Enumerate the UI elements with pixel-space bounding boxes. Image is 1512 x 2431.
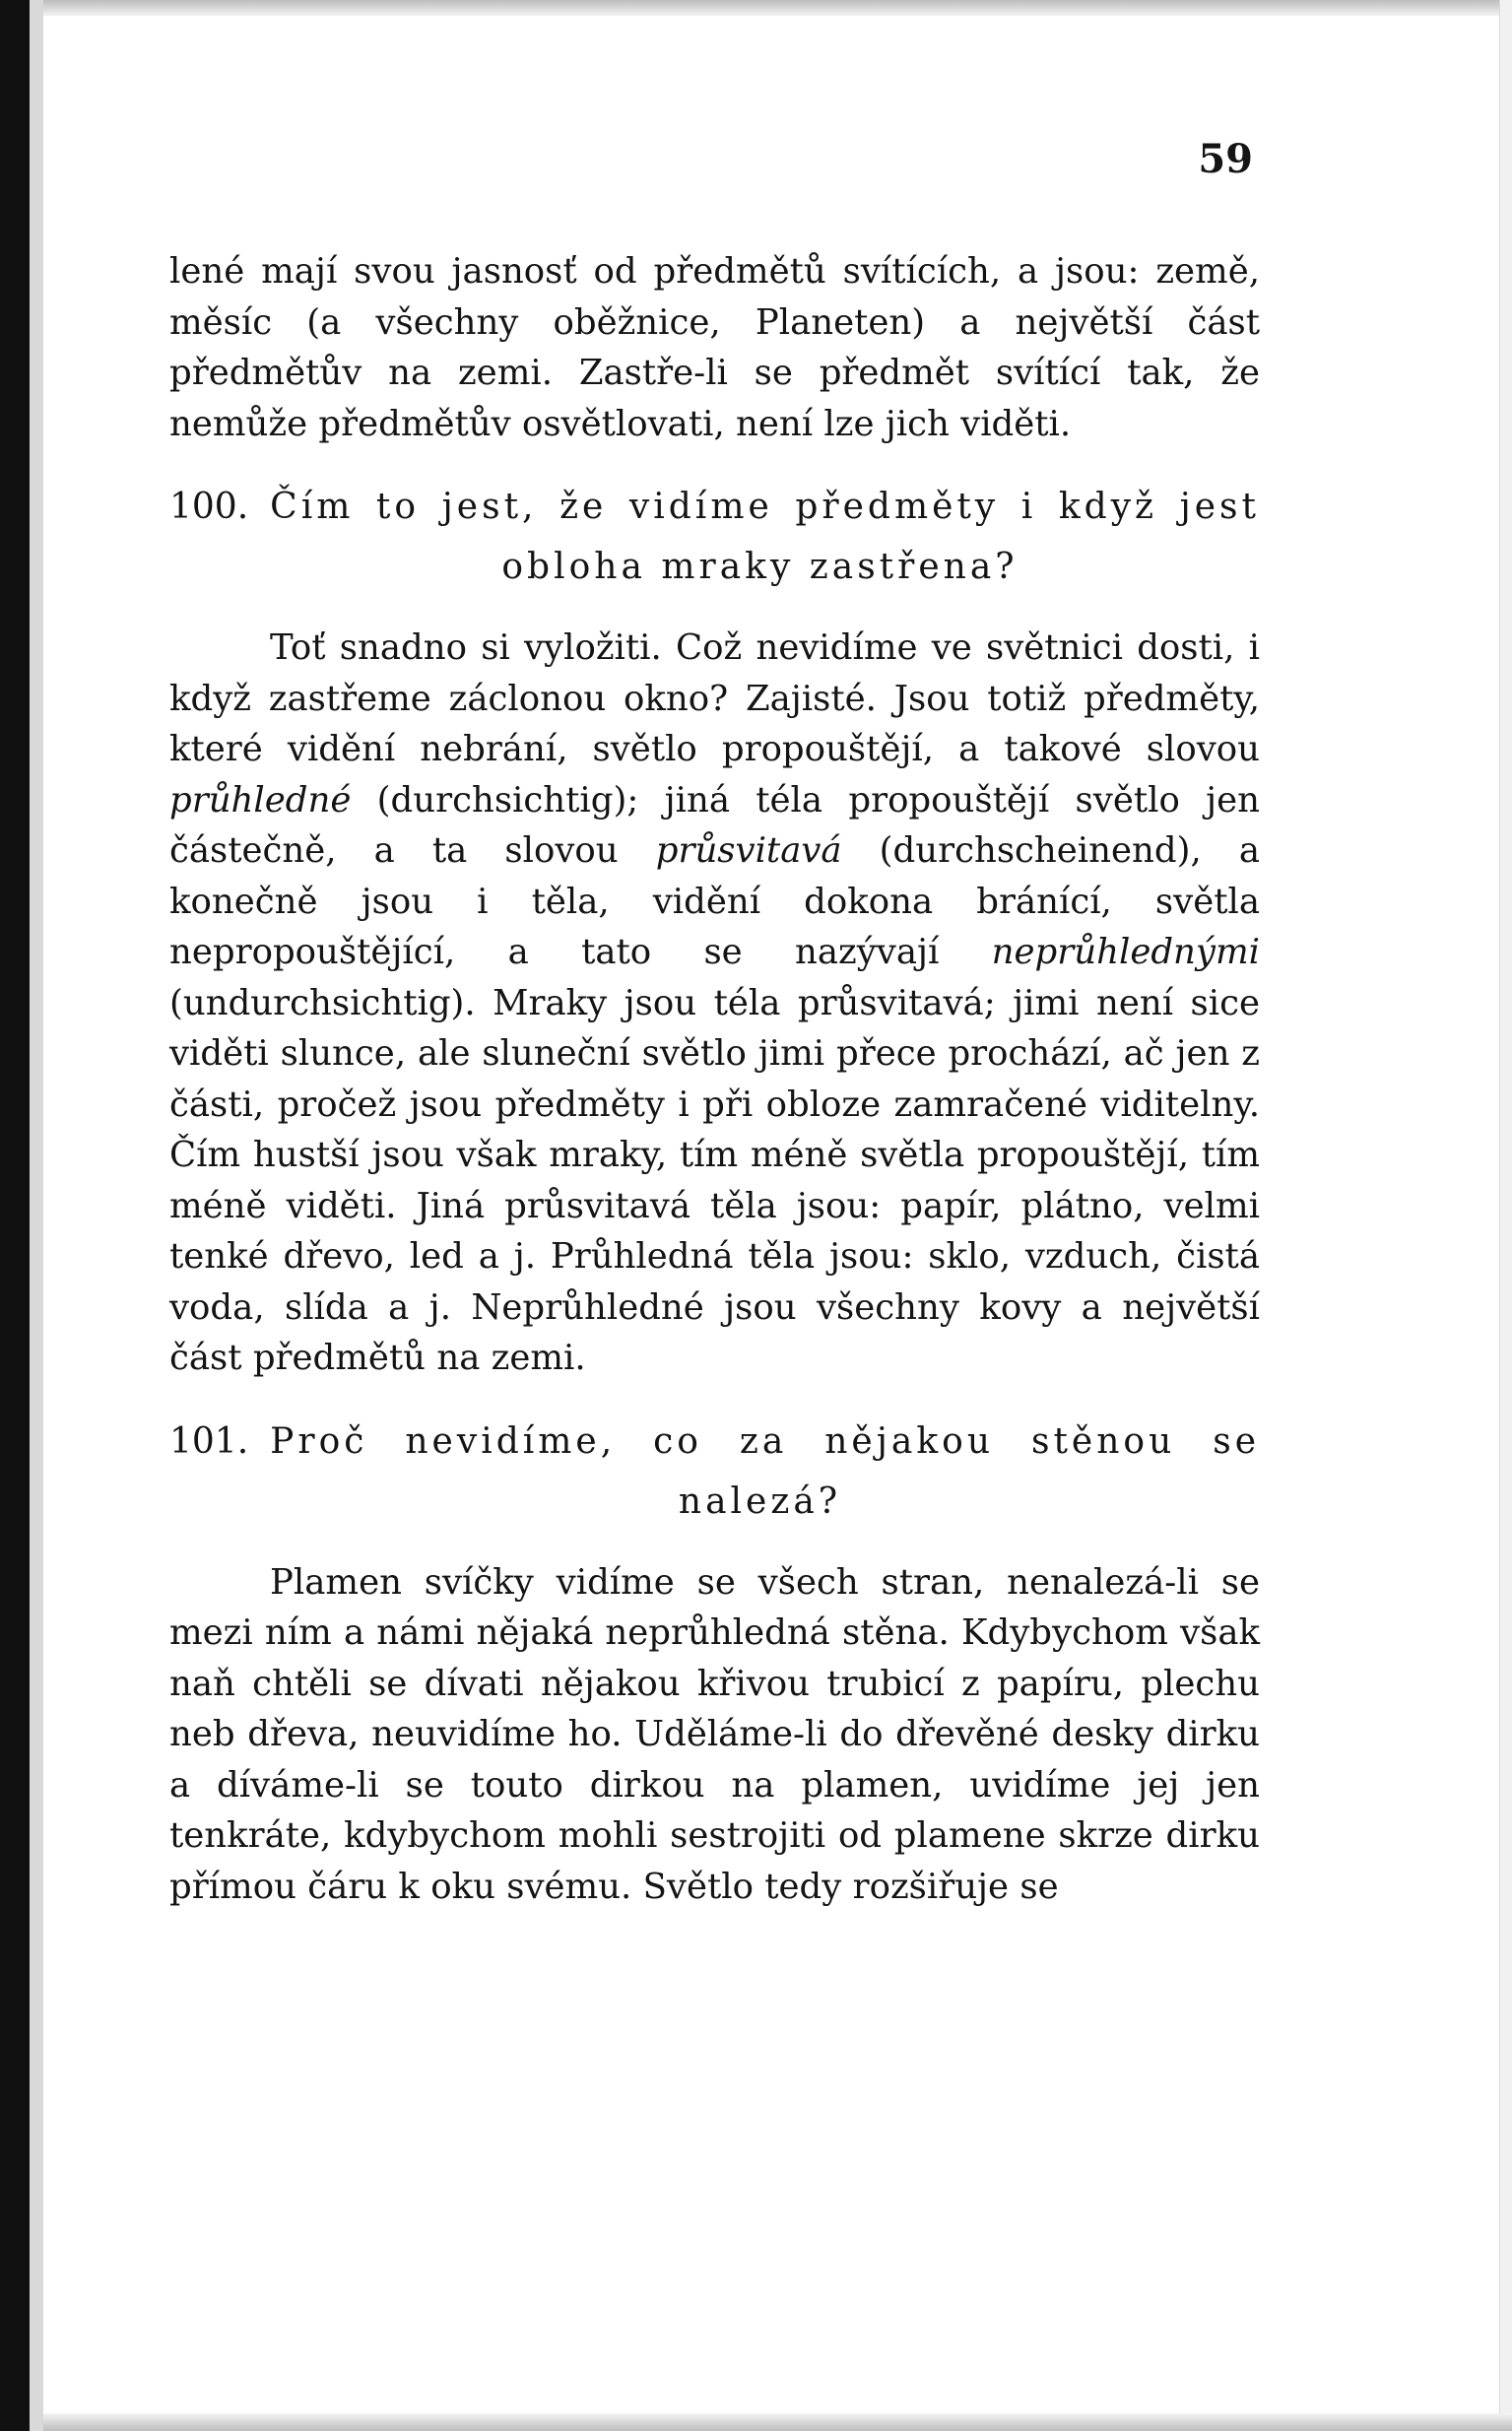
book-spine-shadow <box>0 0 30 2431</box>
page-top-edge <box>43 0 1512 16</box>
answer-text-100-b: (durchsichtig); jiná téla propouštějí světlo jen částečně, a ta slovou <box>169 779 1260 871</box>
answer-paragraph-100 <box>169 623 1260 1384</box>
book-gutter <box>30 0 43 2431</box>
page-right-edge <box>1499 0 1512 2431</box>
question-heading-101 <box>169 1412 1260 1532</box>
answer-text-100-d: (undurchsichtig). Mraky jsou téla průsvitavá; jimi není sice viděti slunce, ale sluneční světlo jimi přece prochází, ač jen z části, pročež jsou předměty i při obloze zamračené viditelny. Čím hustší jsou však mraky, tím méně světla propouštějí, tím méně viděti. Jiná průsvitavá těla jsou: papír, plátno, velmi tenké dřevo, led a j. Průhledná těla jsou: sklo, vzduch, čistá voda, slída a j. Neprůhledné jsou všechny kovy a největší část předmětů na zemi. <box>169 982 1260 1378</box>
question-number-101: 101. <box>169 1420 249 1462</box>
term-prusvitava: průsvitavá <box>655 830 842 871</box>
answer-text-100-c: (durchscheinend), a konečně jsou i těla, vidění dokona bránící, světla nepropouštějící, a tato se nazývají <box>169 830 1260 972</box>
page-number: 59 <box>1198 136 1253 182</box>
question-number-100: 100. <box>169 487 249 527</box>
question-text-101: Proč nevidíme, co za nějakou stěnou se nalezá? <box>270 1420 1260 1522</box>
page-bottom-edge <box>43 2413 1512 2431</box>
term-nepruhlednymi: neprůhlednými <box>991 932 1260 972</box>
answer-paragraph-101: Plamen svíčky vidíme se všech stran, nenalezá-li se mezi ním a námi nějaká neprůhledná stěna. Kdybychom však naň chtěli se dívati nějakou křivou trubicí z papíru, plechu neb dřeva, neuvidíme ho. Uděláme-li do dřevěné desky dirku a díváme-li se touto dirkou na plamen, uvidíme jej jen tenkráte, kdybychom mohli sestrojiti od plamene skrze dirku přímou čáru k oku svému. Světlo tedy rozšiřuje se <box>169 1561 1260 1907</box>
page-text <box>169 246 1260 1912</box>
question-text-100: Čím to jest, že vidíme předměty i když jest obloha mraky zastřena? <box>270 487 1260 587</box>
paragraph-continuation: lené mají svou jasnosť od předmětů svítících, a jsou: země, měsíc (a všechny oběžnice, Planeten) a největší část předmětův na zemi. Zastře-li se předmět svítící tak, že nemůže předmětův osvětlovati, není lze jich viděti. <box>169 251 1260 444</box>
answer-text-100-a: Toť snadno si vyložiti. Což nevidíme ve světnici dosti, i když zastřeme záclonou okno? Zajisté. Jsou totiž předměty, které vidění nebrání, světlo propouštějí, a takové slovou <box>169 627 1260 769</box>
term-pruhledne: průhledné <box>169 779 352 821</box>
question-heading-100 <box>169 477 1260 597</box>
